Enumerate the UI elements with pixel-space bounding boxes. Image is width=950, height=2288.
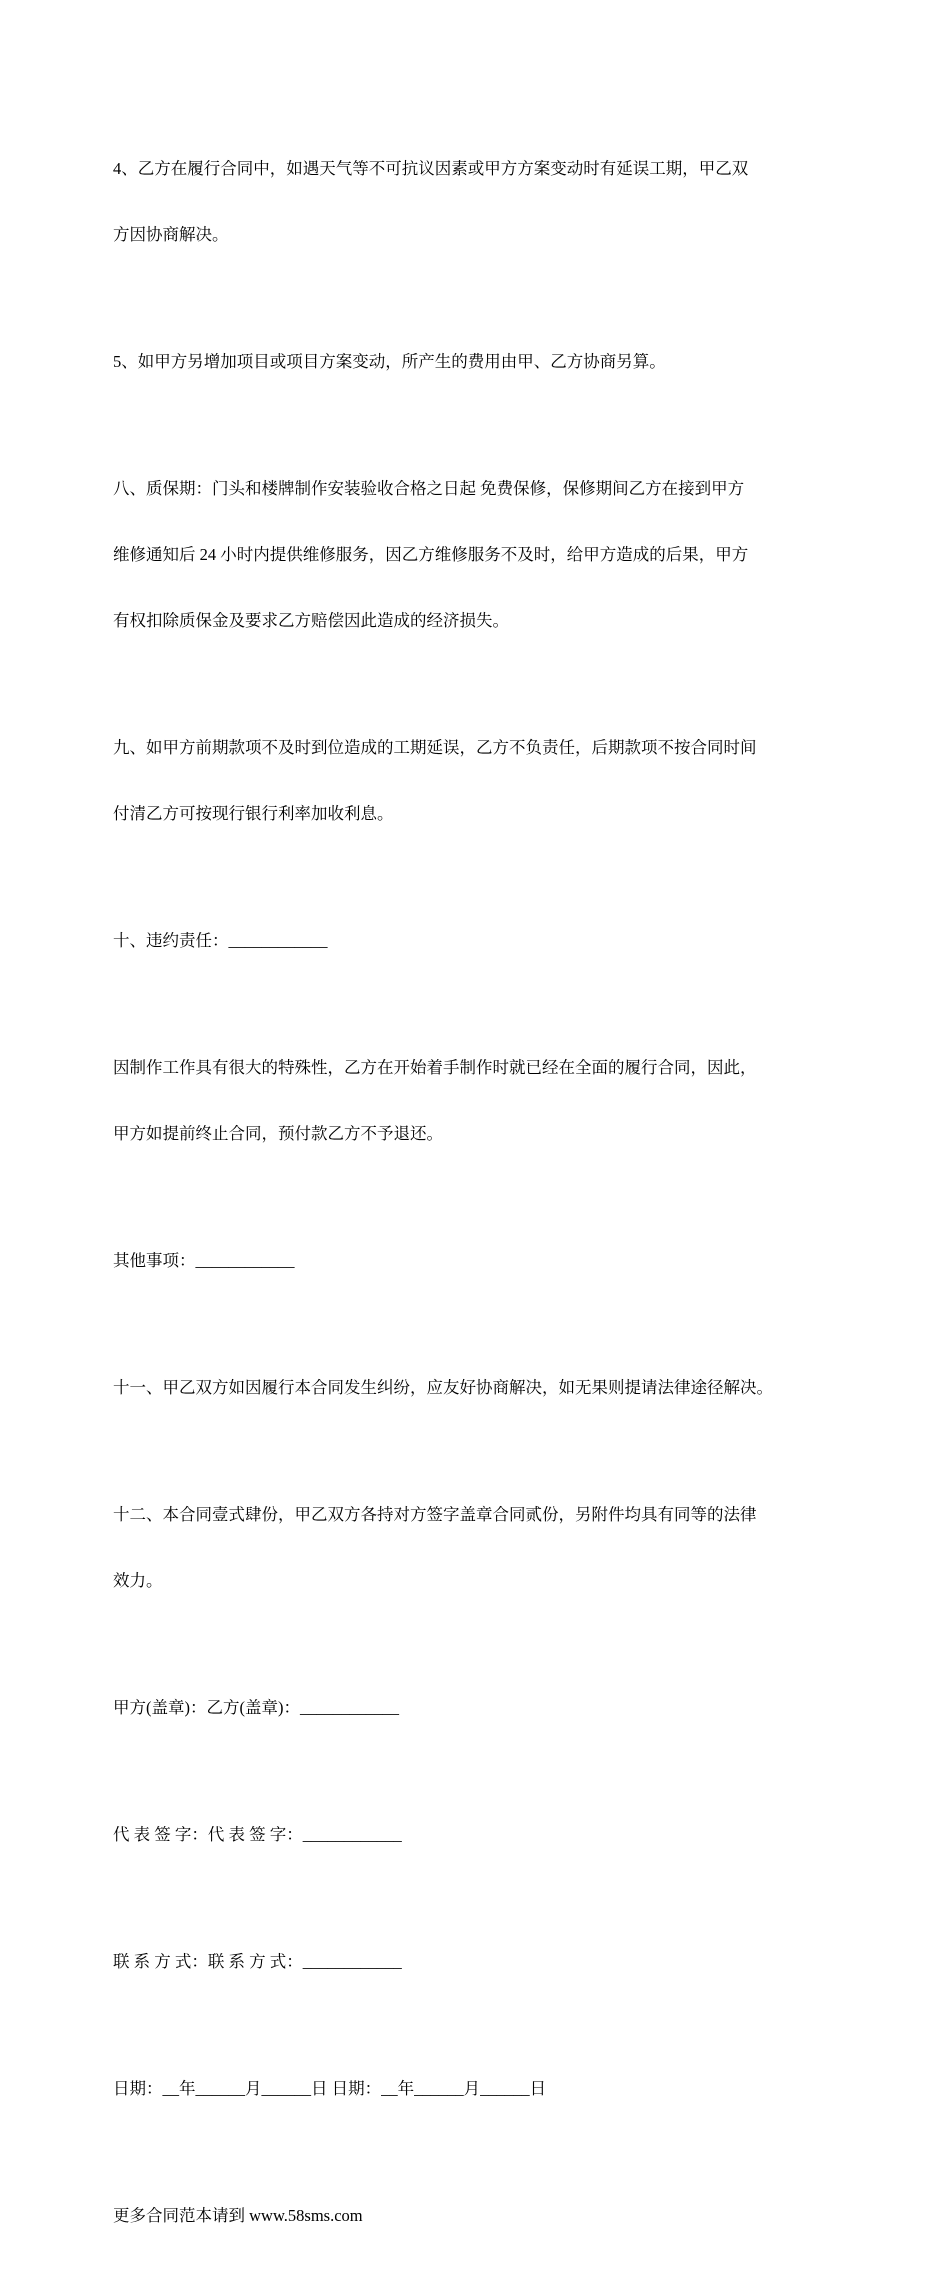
text-line: 甲方如提前终止合同，预付款乙方不予退还。 [113, 1124, 443, 1143]
text-line: 日期：__年______月______日 日期：__年______月______日 [113, 2079, 547, 2098]
signature-seal-line [113, 1653, 858, 1763]
text-line: 代 表 签 字：代 表 签 字：____________ [113, 1825, 402, 1844]
text-line: 4、乙方在履行合同中，如遇天气等不可抗议因素或甲方方案变动时有延误工期，甲乙双 [113, 159, 749, 178]
text-line: 付清乙方可按现行银行利率加收利息。 [113, 804, 394, 823]
signature-contact-line [113, 1907, 858, 2017]
text-line: 联 系 方 式：联 系 方 式：____________ [113, 1952, 402, 1971]
clause-12 [113, 1460, 858, 1636]
text-line: 有权扣除质保金及要求乙方赔偿因此造成的经济损失。 [113, 611, 509, 630]
clause-warranty [113, 434, 858, 676]
clause-11 [113, 1333, 858, 1443]
text-line: 十、违约责任：____________ [113, 931, 328, 950]
text-line: 5、如甲方另增加项目或项目方案变动，所产生的费用由甲、乙方协商另算。 [113, 352, 666, 371]
text-line: 因制作工作具有很大的特殊性，乙方在开始着手制作时就已经在全面的履行合同，因此， [113, 1058, 757, 1077]
text-line: 效力。 [113, 1571, 163, 1590]
text-line: 八、质保期：门头和楼牌制作安装验收合格之日起 免费保修，保修期间乙方在接到甲方 [113, 479, 745, 498]
text-line: 九、如甲方前期款项不及时到位造成的工期延误，乙方不负责任，后期款项不按合同时间 [113, 738, 757, 757]
text-line: 十二、本合同壹式肆份，甲乙双方各持对方签字盖章合同贰份，另附件均具有同等的法律 [113, 1505, 757, 1524]
text-line: 维修通知后 24 小时内提供维修服务，因乙方维修服务不及时，给甲方造成的后果，甲方 [113, 545, 749, 564]
clause-5 [113, 307, 858, 417]
document-page [113, 114, 858, 2288]
clause-other-matters [113, 1206, 858, 1316]
clause-4 [113, 114, 858, 290]
clause-9 [113, 693, 858, 869]
text-line: 其他事项：____________ [113, 1251, 295, 1270]
text-line: 十一、甲乙双方如因履行本合同发生纠纷，应友好协商解决，如无果则提请法律途径解决。 [113, 1378, 773, 1397]
signature-date-line [113, 2034, 858, 2144]
clause-special-nature [113, 1013, 858, 1189]
signature-representative-line [113, 1780, 858, 1890]
text-line: 更多合同范本请到 www.58sms.com [113, 2206, 363, 2225]
text-line: 方因协商解决。 [113, 225, 229, 244]
footer-note [113, 2161, 858, 2271]
clause-breach [113, 886, 858, 996]
text-line: 甲方(盖章)：乙方(盖章)：____________ [113, 1698, 399, 1717]
